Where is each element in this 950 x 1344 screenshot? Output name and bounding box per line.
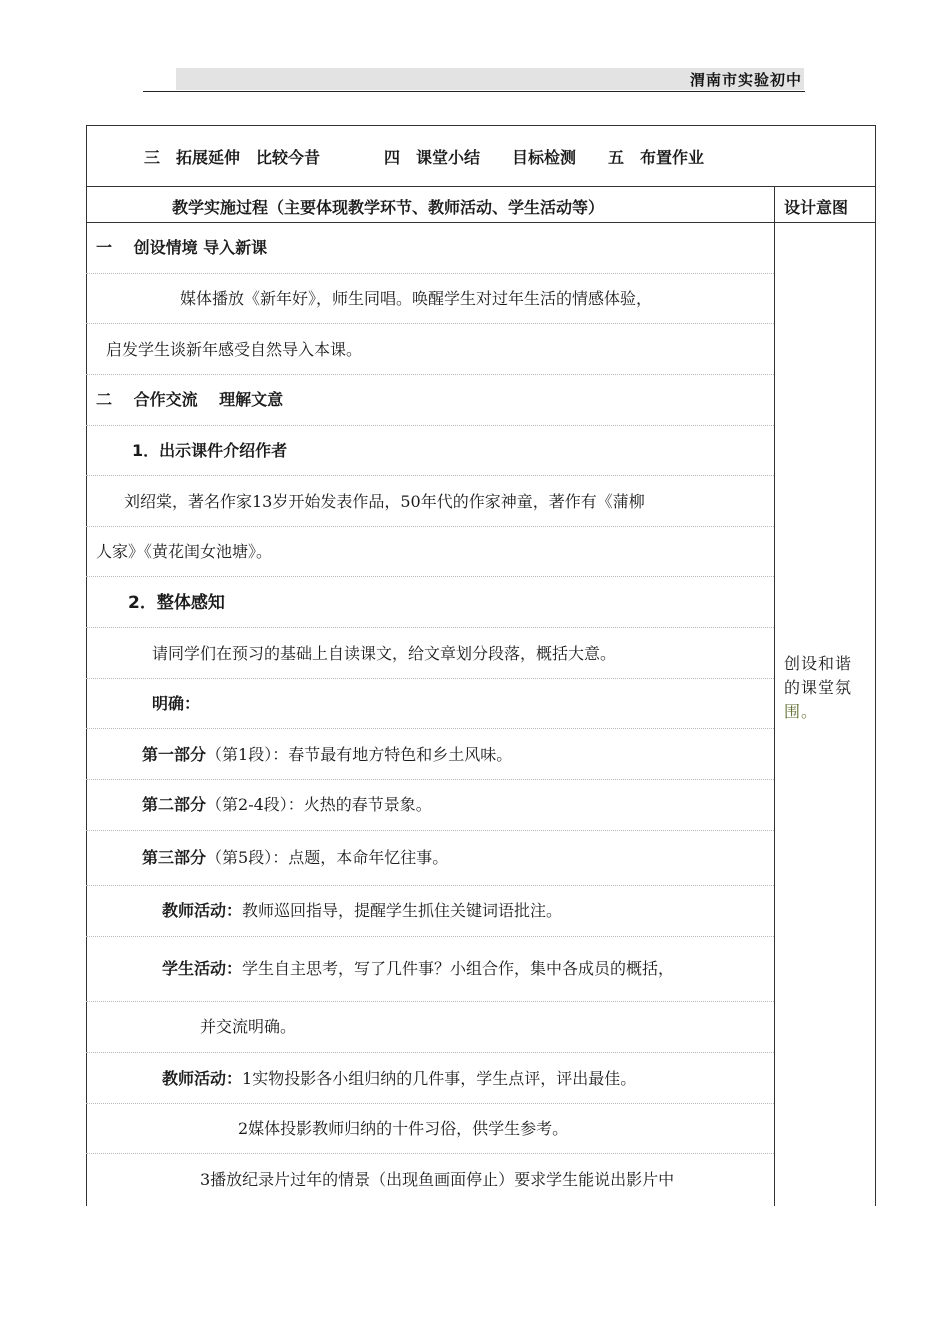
sub-heading: [132, 441, 287, 461]
row-bold: 第二部分: [142, 795, 207, 814]
row-text: 3播放纪录片过年的情景（出现鱼画面停止）要求学生能说出影片中: [200, 1170, 675, 1189]
row-bold: 学生活动：: [162, 959, 243, 978]
row-bold: 一 创设情境 导入新课: [96, 238, 268, 257]
top-row-steps: 三 拓展延伸 比较今昔 四 课堂小结 目标检测 五 布置作业: [144, 148, 705, 167]
row-text: 启发学生谈新年感受自然导入本课。: [106, 340, 363, 359]
row-separator: [86, 779, 774, 780]
process-header: 教学实施过程（主要体现教学环节、教师活动、学生活动等）: [172, 198, 605, 217]
paragraph-line: [142, 795, 432, 815]
row-text: 教师巡回指导，提醒学生抓住关键词语批注。: [242, 901, 563, 920]
sub-heading: [128, 593, 225, 613]
row-text: 1实物投影各小组归纳的几件事，学生点评，评出最佳。: [242, 1069, 637, 1088]
row-bold: 二 合作交流 理解文意: [96, 390, 284, 409]
row-separator: [86, 1052, 774, 1053]
row-separator: [86, 1001, 774, 1002]
row-bold: 明确：: [152, 694, 201, 713]
table-row-divider: [86, 222, 876, 223]
row-separator: [86, 830, 774, 831]
row-bold: 第三部分: [142, 848, 207, 867]
row-separator: [86, 1153, 774, 1154]
row-text: （第2-4段）：火热的春节景象。: [206, 795, 432, 814]
row-text: 人家》《黄花闺女池塘》。: [96, 542, 273, 561]
paragraph-line: [238, 1119, 568, 1139]
row-bold: 教师活动：: [162, 901, 243, 920]
school-name: 渭南市实验初中: [689, 71, 802, 89]
paragraph-line: [200, 1170, 674, 1190]
design-intent-line: 的课堂氛: [784, 678, 853, 697]
paragraph-line: [152, 694, 200, 714]
row-separator: [86, 526, 774, 527]
row-text: 学生自主思考，写了几件事？小组合作，集中各成员的概括，: [242, 959, 675, 978]
row-separator: [86, 678, 774, 679]
row-text: 刘绍棠，著名作家13岁开始发表作品，50年代的作家神童，著作有《蒲柳: [124, 492, 645, 511]
header-rule: [143, 91, 805, 92]
row-separator: [86, 425, 774, 426]
table-row-divider: [86, 186, 876, 187]
row-text: （第1段）：春节最有地方特色和乡土风味。: [206, 745, 513, 764]
table-border-left: [86, 125, 87, 1206]
row-separator: [86, 728, 774, 729]
design-intent-line: 创设和谐: [784, 654, 853, 673]
table-border-right: [875, 125, 876, 1206]
lesson-plan-table: [86, 125, 876, 1206]
paragraph-line: [124, 492, 645, 512]
intent-header: 设计意图: [784, 198, 849, 217]
row-separator: [86, 627, 774, 628]
row-separator: [86, 273, 774, 274]
row-bold: 第一部分: [142, 745, 207, 764]
row-bold: 1．出示课件介绍作者: [132, 441, 288, 460]
row-text: 媒体播放《新年好》，师生同唱。唤醒学生对过年生活的情感体验，: [180, 289, 653, 308]
paragraph-line: [142, 745, 512, 765]
row-bold: 教师活动：: [162, 1069, 243, 1088]
paragraph-line: [152, 644, 616, 664]
row-separator: [86, 936, 774, 937]
row-bold: 2．整体感知: [128, 593, 225, 613]
section-heading: [96, 238, 267, 258]
design-intent-text: [784, 652, 870, 724]
paragraph-line: [162, 1069, 636, 1089]
paragraph-line: [142, 848, 448, 868]
row-separator: [86, 323, 774, 324]
row-separator: [86, 576, 774, 577]
paragraph-line: [106, 340, 362, 360]
row-separator: [86, 1103, 774, 1104]
table-column-divider: [774, 186, 775, 1206]
paragraph-line: [200, 1017, 296, 1037]
row-text: （第5段）：点题，本命年忆往事。: [206, 848, 449, 867]
paragraph-line: [162, 959, 674, 979]
row-text: 2媒体投影教师归纳的十件习俗，供学生参考。: [238, 1119, 569, 1138]
paragraph-line: [96, 542, 272, 562]
design-intent-line: 围。: [784, 702, 819, 721]
row-text: 请同学们在预习的基础上自读课文，给文章划分段落，概括大意。: [152, 644, 617, 663]
table-border-top: [86, 125, 876, 126]
row-separator: [86, 374, 774, 375]
row-text: 并交流明确。: [200, 1017, 297, 1036]
row-separator: [86, 885, 774, 886]
paragraph-line: [180, 289, 652, 309]
paragraph-line: [162, 901, 562, 921]
row-separator: [86, 475, 774, 476]
section-heading: [96, 390, 283, 410]
